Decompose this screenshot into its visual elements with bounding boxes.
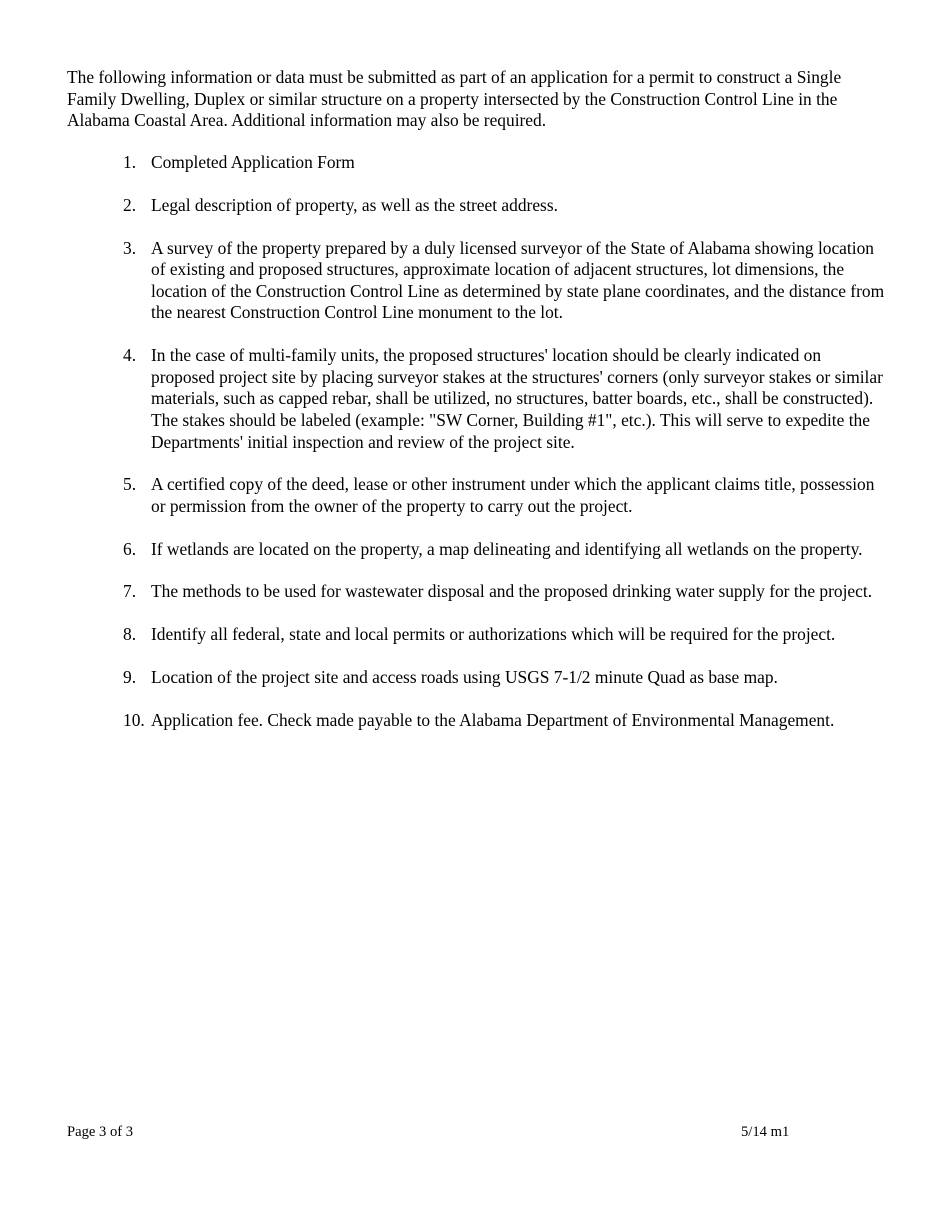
list-item-number: 3. — [123, 237, 137, 258]
list-item-number: 1. — [123, 152, 137, 172]
list-item-text: In the case of multi-family units, the proposed structures' location should be clearly indicated on proposed project site by placing surveyor stakes at the structures' corners (only surveyor stakes or similar materials, such as capped rebar, shall be utilized, no structures, batter boards, etc., shall be constructed). The stakes should be labeled (example: "SW Corner, Building #1", etc.). This will serve to expedite the Departments' initial inspection and review of the project site. — [151, 345, 883, 452]
list-item-text: Completed Application Form — [151, 152, 355, 172]
list-item-number: 8. — [123, 624, 137, 645]
page-number: Page 3 of 3 — [67, 1124, 134, 1140]
list-item-number: 4. — [123, 345, 137, 366]
intro-paragraph: The following information or data must be submitted as part of an application for a permit to construct a Single Family Dwelling, Duplex or similar structure on a property intersected by the Construction Control Line in the Alabama Coastal Area. Additional information may also be required. — [67, 67, 842, 131]
list-item — [67, 624, 887, 646]
list-item — [67, 238, 887, 324]
list-item-number: 2. — [123, 194, 137, 215]
list-item-text: A survey of the property prepared by a duly licensed surveyor of the State of Alabama showing location of existing and proposed structures, approximate location of adjacent structures, lot dimensions, the location of the Construction Control Line as determined by state plane coordinates, and the distance from the nearest Construction Control Line monument to the lot. — [151, 237, 885, 323]
list-item-text: A certified copy of the deed, lease or other instrument under which the applicant claims title, possession or permission from the owner of the property to carry out the project. — [151, 474, 875, 516]
list-item — [67, 667, 887, 689]
list-item-text: Location of the project site and access roads using USGS 7-1/2 minute Quad as base map. — [151, 667, 778, 687]
list-item-number: 7. — [123, 581, 137, 602]
list-item-number: 9. — [123, 667, 137, 687]
list-item-number: 10. — [123, 709, 145, 730]
list-item-number: 5. — [123, 474, 137, 495]
list-item — [67, 581, 887, 603]
list-item — [67, 539, 887, 561]
requirements-list — [67, 152, 887, 753]
list-item-number: 6. — [123, 538, 137, 559]
list-item-text: The methods to be used for wastewater disposal and the proposed drinking water supply for the project. — [151, 581, 873, 602]
list-item-text: If wetlands are located on the property, a map delineating and identifying all wetlands on the property. — [151, 538, 863, 559]
list-item-text: Legal description of property, as well as the street address. — [151, 194, 558, 215]
list-item — [67, 345, 887, 453]
revision-code: 5/14 m1 — [741, 1124, 790, 1140]
list-item — [67, 195, 887, 217]
list-item — [67, 474, 887, 517]
list-item — [67, 710, 887, 732]
list-item — [67, 152, 887, 174]
list-item-text: Identify all federal, state and local permits or authorizations which will be required for the project. — [151, 624, 836, 645]
list-item-text: Application fee. Check made payable to the Alabama Department of Environmental Management. — [151, 709, 835, 730]
